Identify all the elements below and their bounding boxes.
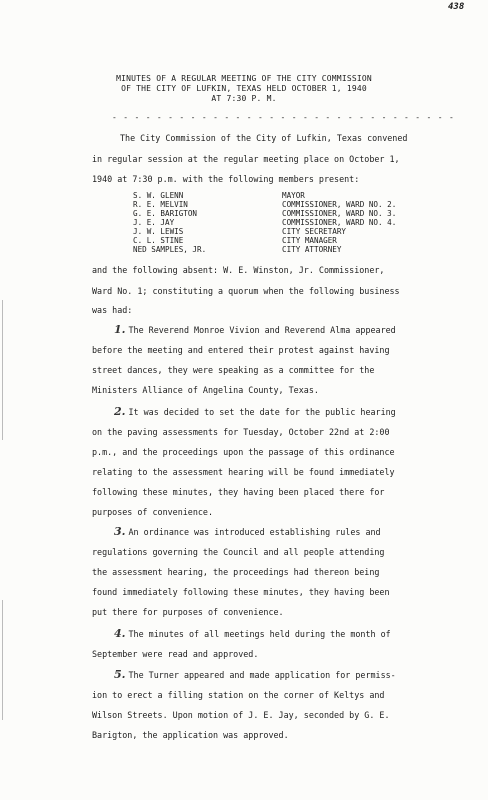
item-1-line-2: before the meeting and entered their protest against having — [92, 345, 390, 355]
item-3-line-1: 3. An ordinance was introduced establishing rules and — [114, 525, 381, 538]
member-name: R. E. MELVIN — [133, 200, 188, 209]
member-name: J. E. JAY — [133, 218, 175, 227]
item-5-line-4: Barigton, the application was approved. — [92, 730, 289, 740]
member-title: COMMISSIONER, WARD NO. 4. — [282, 218, 397, 227]
item-2-line-2: on the paving assessments for Tuesday, October 22nd at 2:00 — [92, 427, 390, 437]
item-5-line-3: Wilson Streets. Upon motion of J. E. Jay, seconded by G. E. — [92, 710, 390, 720]
intro-line-1: The City Commission of the City of Lufkin, Texas convened — [120, 133, 408, 143]
item-3-line-4: found immediately following these minutes, they having been — [92, 587, 390, 597]
member-title: CITY MANAGER — [282, 236, 337, 245]
item-1-line-4: Ministers Alliance of Angelina County, Texas. — [92, 385, 319, 395]
member-title: COMMISSIONER, WARD NO. 2. — [282, 200, 397, 209]
title-line-3: AT 7:30 P. M. — [211, 94, 277, 103]
item-5-number: 5. — [114, 668, 126, 681]
member-name: G. E. BARIGTON — [133, 209, 198, 218]
absent-line-2: Ward No. 1; constituting a quorum when the following business — [92, 286, 400, 296]
item-3-number: 3. — [114, 525, 126, 538]
scan-edge-line — [2, 600, 3, 720]
item-2-line-5: following these minutes, they having been placed there for — [92, 487, 385, 497]
title-line-2: OF THE CITY OF LUFKIN, TEXAS HELD OCTOBER 1, 1940 — [121, 84, 367, 93]
member-name: S. W. GLENN — [133, 191, 184, 200]
item-2-line-4: relating to the assessment hearing will be found immediately — [92, 467, 395, 477]
item-2-line-3: p.m., and the proceedings upon the passage of this ordinance — [92, 447, 395, 457]
absent-line-3: was had: — [92, 305, 133, 315]
item-3-line-5: put there for purposes of convenience. — [92, 607, 284, 617]
item-5-line-1: 5. The Turner appeared and made application for permiss- — [114, 668, 396, 681]
item-2-line-1: 2. It was decided to set the date for the public hearing — [114, 405, 396, 418]
item-2-line-6: purposes of convenience. — [92, 507, 214, 517]
page-number: 438 — [448, 2, 465, 12]
item-3-line-2: regulations governing the Council and all people attending — [92, 547, 385, 557]
title-line-1: MINUTES OF A REGULAR MEETING OF THE CITY COMMISSION — [116, 74, 372, 83]
item-4-line-2: September were read and approved. — [92, 649, 259, 659]
item-2-number: 2. — [114, 405, 126, 418]
member-name: NED SAMPLES, JR. — [133, 245, 207, 254]
intro-line-2: in regular session at the regular meeting place on October 1, — [92, 154, 400, 164]
intro-line-3: 1940 at 7:30 p.m. with the following members present: — [92, 174, 360, 184]
absent-line-1: and the following absent: W. E. Winston, Jr. Commissioner, — [92, 265, 385, 275]
scan-edge-line — [2, 300, 3, 440]
item-3-line-3: the assessment hearing, the proceedings had thereon being — [92, 567, 380, 577]
item-1-line-1: 1. The Reverend Monroe Vivion and Reverend Alma appeared — [114, 323, 396, 336]
member-title: COMMISSIONER, WARD NO. 3. — [282, 209, 397, 218]
item-4-number: 4. — [114, 627, 126, 640]
member-title: CITY ATTORNEY — [282, 245, 342, 254]
member-name: C. L. STINE — [133, 236, 184, 245]
member-title: CITY SECRETARY — [282, 227, 347, 236]
item-4-line-1: 4. The minutes of all meetings held during the month of — [114, 627, 391, 640]
item-1-line-3: street dances, they were speaking as a committee for the — [92, 365, 375, 375]
item-5-line-2: ion to erect a filling station on the corner of Keltys and — [92, 690, 385, 700]
item-1-number: 1. — [114, 323, 126, 336]
separator-rule: - - - - - - - - - - - - - - - - - - - - - - - - - - - - - - - — [112, 113, 455, 122]
member-name: J. W. LEWIS — [133, 227, 184, 236]
member-title: MAYOR — [282, 191, 305, 200]
